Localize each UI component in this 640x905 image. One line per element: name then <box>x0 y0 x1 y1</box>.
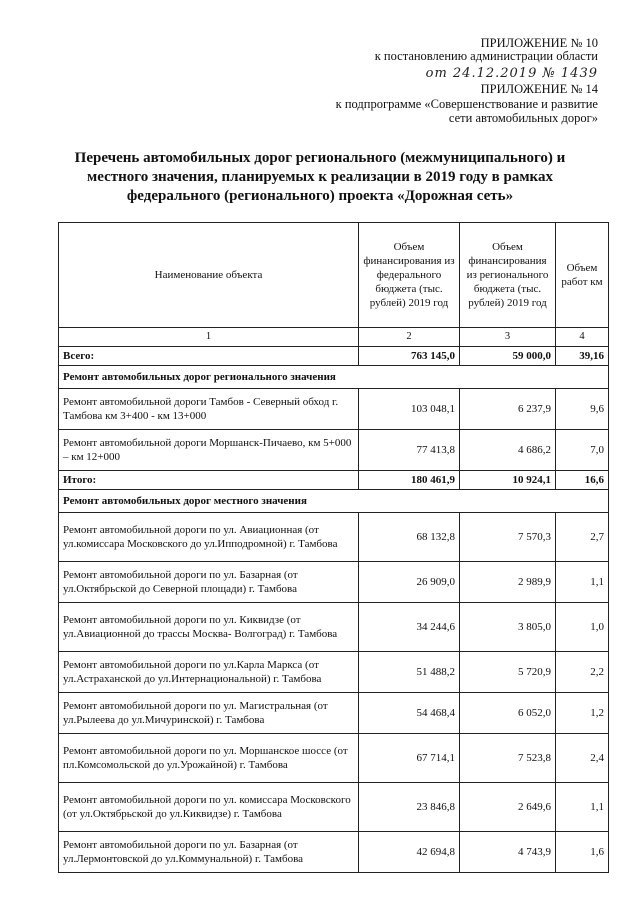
column-number: 3 <box>460 328 556 347</box>
road-name: Ремонт автомобильной дороги по ул. Базарная (от ул.Октябрьской до Северной площади) г. Тамбова <box>59 562 359 603</box>
work-volume: 9,6 <box>556 389 609 430</box>
federal-amount: 23 846,8 <box>359 783 460 832</box>
table-row <box>59 389 609 430</box>
federal-amount: 34 244,6 <box>359 603 460 652</box>
header-federal: Объем финансирования из федерального бюджета (тыс. рублей) 2019 год <box>359 223 460 328</box>
resolution-reference: к постановлению администрации области <box>374 49 598 63</box>
subtotal-volume: 16,6 <box>556 471 609 490</box>
regional-amount: 4 743,9 <box>460 832 556 873</box>
section-regional-title: Ремонт автомобильных дорог регионального значения <box>59 366 609 389</box>
regional-amount: 7 523,8 <box>460 734 556 783</box>
road-name: Ремонт автомобильной дороги по ул. Авиационная (от ул.комиссара Московского до ул.Ипподромной) г. Тамбова <box>59 513 359 562</box>
road-name: Ремонт автомобильной дороги по ул. Киквидзе (от ул.Авиационной до трассы Москва- Волгоград) г. Тамбова <box>59 603 359 652</box>
road-name: Ремонт автомобильной дороги по ул.Карла Маркса (от ул.Астраханской до ул.Интернациональной) г. Тамбова <box>59 652 359 693</box>
road-name: Ремонт автомобильной дороги Тамбов - Северный обход г. Тамбова км 3+400 - км 13+000 <box>59 389 359 430</box>
table-row <box>59 693 609 734</box>
table-row <box>59 430 609 471</box>
table-row <box>59 783 609 832</box>
federal-amount: 103 048,1 <box>359 389 460 430</box>
title-line-2: местного значения, планируемых к реализации в 2019 году в рамках <box>87 169 553 185</box>
work-volume: 1,6 <box>556 832 609 873</box>
road-name: Ремонт автомобильной дороги по ул. Магистральная (от ул.Рылеева до ул.Мичуринской) г. Тамбова <box>59 693 359 734</box>
header-regional: Объем финансирования из регионального бюджета (тыс. рублей) 2019 год <box>460 223 556 328</box>
federal-amount: 51 488,2 <box>359 652 460 693</box>
total-federal: 763 145,0 <box>359 347 460 366</box>
road-name: Ремонт автомобильной дороги по ул. Базарная (от ул.Лермонтовской до ул.Коммунальной) г. Тамбова <box>59 832 359 873</box>
table-row <box>59 734 609 783</box>
section-regional-row <box>59 366 609 389</box>
column-number-row <box>59 328 609 347</box>
regional-amount: 4 686,2 <box>460 430 556 471</box>
road-name: Ремонт автомобильной дороги Моршанск-Пичаево, км 5+000 – км 12+000 <box>59 430 359 471</box>
section-local-title: Ремонт автомобильных дорог местного значения <box>59 490 609 513</box>
total-volume: 39,16 <box>556 347 609 366</box>
column-number: 1 <box>59 328 359 347</box>
table-header-row <box>59 223 609 328</box>
column-number: 2 <box>359 328 460 347</box>
subtotal-federal: 180 461,9 <box>359 471 460 490</box>
work-volume: 1,1 <box>556 562 609 603</box>
table-row <box>59 652 609 693</box>
subtotal-regional: 10 924,1 <box>460 471 556 490</box>
road-name: Ремонт автомобильной дороги по ул. комиссара Московского (от ул.Октябрьской до ул.Киквидзе) г. Тамбова <box>59 783 359 832</box>
header-name: Наименование объекта <box>59 223 359 328</box>
title-line-3: федерального (регионального) проекта «Дорожная сеть» <box>126 188 514 204</box>
federal-amount: 54 468,4 <box>359 693 460 734</box>
title-line-1: Перечень автомобильных дорог регионального (межмуниципального) и <box>74 150 566 166</box>
regional-amount: 2 649,6 <box>460 783 556 832</box>
subtotal-row <box>59 471 609 490</box>
work-volume: 7,0 <box>556 430 609 471</box>
appendix-10-label: ПРИЛОЖЕНИЕ № 10 <box>480 36 598 50</box>
handwritten-date: от 24.12.2019 № 1439 <box>425 66 598 81</box>
regional-amount: 6 052,0 <box>460 693 556 734</box>
table-row <box>59 513 609 562</box>
work-volume: 2,7 <box>556 513 609 562</box>
grand-total-row <box>59 347 609 366</box>
subprogram-reference-line2: сети автомобильных дорог» <box>448 111 598 125</box>
roads-table <box>58 222 609 873</box>
subtotal-label: Итого: <box>59 471 359 490</box>
regional-amount: 3 805,0 <box>460 603 556 652</box>
federal-amount: 68 132,8 <box>359 513 460 562</box>
work-volume: 1,1 <box>556 783 609 832</box>
column-number: 4 <box>556 328 609 347</box>
appendix-14-label: ПРИЛОЖЕНИЕ № 14 <box>480 82 598 96</box>
federal-amount: 67 714,1 <box>359 734 460 783</box>
work-volume: 2,4 <box>556 734 609 783</box>
work-volume: 1,2 <box>556 693 609 734</box>
federal-amount: 77 413,8 <box>359 430 460 471</box>
table-row <box>59 603 609 652</box>
regional-amount: 2 989,9 <box>460 562 556 603</box>
table-row <box>59 832 609 873</box>
subprogram-reference-line1: к подпрограмме «Совершенствование и развитие <box>335 97 598 111</box>
work-volume: 1,0 <box>556 603 609 652</box>
document-title <box>40 149 600 206</box>
regional-amount: 6 237,9 <box>460 389 556 430</box>
road-name: Ремонт автомобильной дороги по ул. Моршанское шоссе (от пл.Комсомольской до ул.Урожайной) г. Тамбова <box>59 734 359 783</box>
total-label: Всего: <box>59 347 359 366</box>
regional-amount: 5 720,9 <box>460 652 556 693</box>
header-volume: Объем работ км <box>556 223 609 328</box>
section-local-row <box>59 490 609 513</box>
regional-amount: 7 570,3 <box>460 513 556 562</box>
federal-amount: 26 909,0 <box>359 562 460 603</box>
work-volume: 2,2 <box>556 652 609 693</box>
federal-amount: 42 694,8 <box>359 832 460 873</box>
table-row <box>59 562 609 603</box>
total-regional: 59 000,0 <box>460 347 556 366</box>
